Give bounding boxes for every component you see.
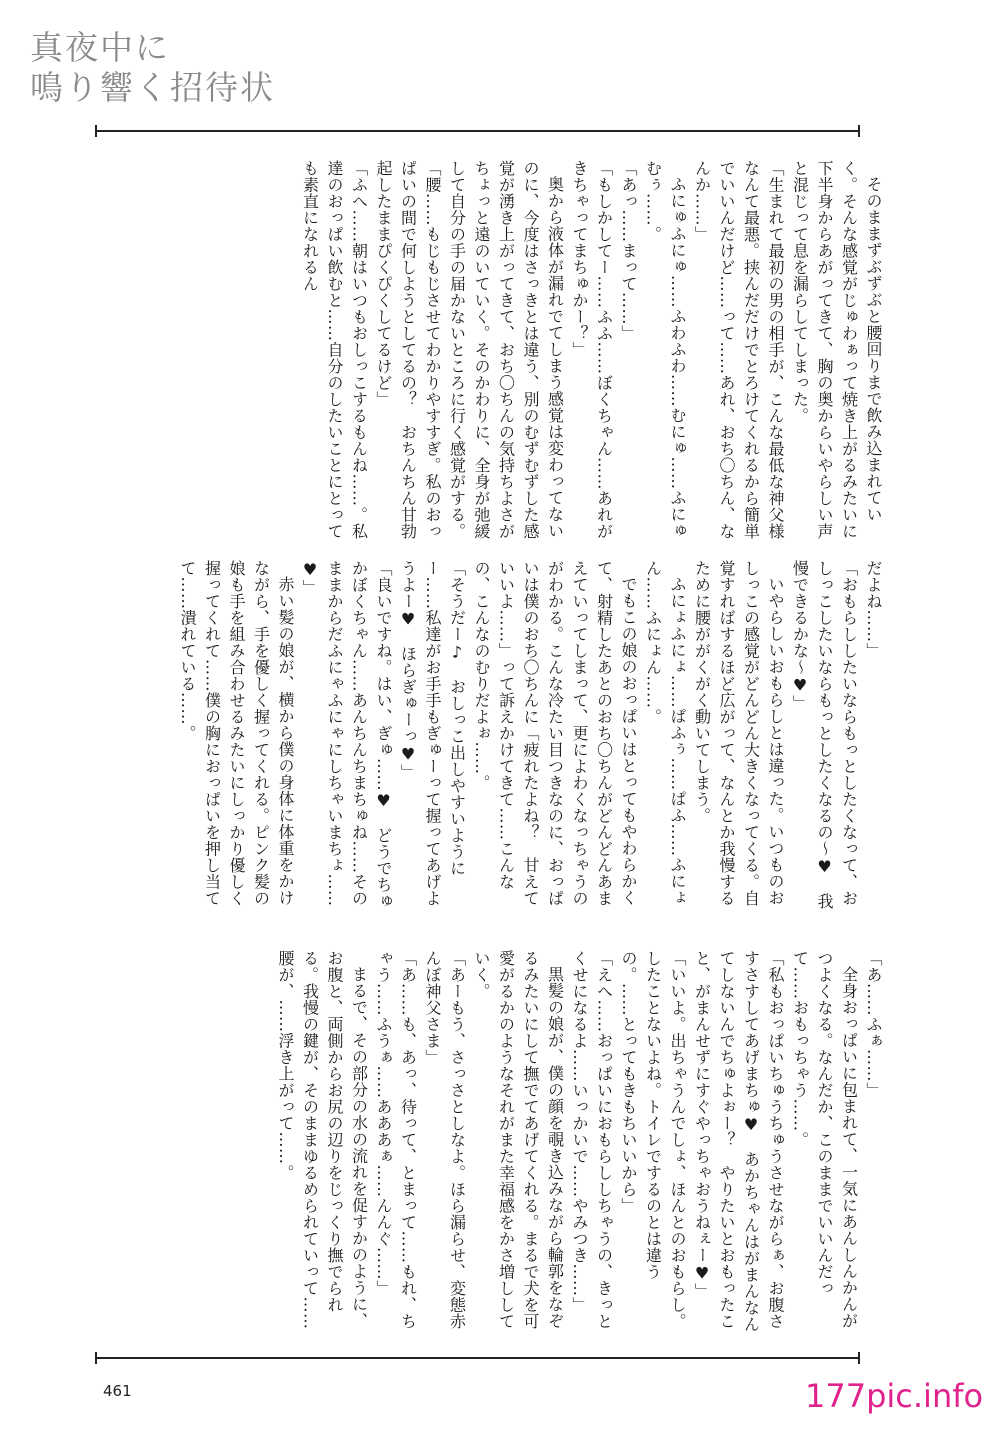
paragraph: 「あーもう、さっさとしなよ。ほら漏らせ、変態赤んぼ神父さま」 bbox=[423, 950, 467, 1330]
paragraph: 「あ……ふぁ……」 bbox=[864, 950, 883, 1099]
paragraph: 奥から液体が漏れでてしまう感覚は変わってないのに、今度はさっきとは違う、別のむずむずした感覚が湧き上がってきて、おち〇ちんの気持ちよさがちょっと遠のいていく。そのかわりに、全身が弛緩して自分の手の届かないところに行く感覚がする。 bbox=[447, 160, 565, 540]
paragraph: 「あっ……まって……」 bbox=[619, 160, 638, 342]
paragraph: 赤い髪の娘が、横から僕の身体に体重をかけながら、手を優しく握ってくれる。ピンク髪の娘も手を組み合わせるみたいにしっかり優しく握ってくれて……僕の胸におっぱいを押し当てて……潰れている……。 bbox=[178, 560, 295, 907]
paragraph: 「えへ……おっぱいにおもらししちゃうの、きっとくせになるよ……いっかいで……やみつき……」 bbox=[570, 950, 614, 1330]
paragraph: 「そうだー♪ おしっこ出しやすいようにー……私達がお手手もぎゅーって握ってあげようよー♥ ほらぎゅーっ♥」 bbox=[398, 560, 467, 907]
paragraph: 「生まれて最初の男の相手が、こんな最低な神父様なんて最悪。挟んだだけでとろけてくれるから簡単でいいんだけど……って……あれ、おち〇ちん、なんか……」 bbox=[692, 160, 785, 540]
book-title bbox=[30, 28, 275, 128]
paragraph: まるで、その部分の水の流れを促すかのように、お腹と、両側からお尻の辺りをじっくり撫でられる。我慢の鍵が、そのままゆるめられていって……腰が、……浮き上がって……。 bbox=[276, 950, 369, 1330]
paragraph: 「良いですね。はい、ぎゅ……♥ どうでちゅかぼくちゃん……あんちんちまちゅね……そのままからだふにゃふにゃにしちゃいまちょ……♥」 bbox=[300, 560, 393, 910]
text-band-3 bbox=[150, 950, 885, 1335]
paragraph: 全身おっぱいに包まれて、一気にあんしんかんがつよくなる。なんだか、このままでいいんだって……おもっちゃう……。 bbox=[790, 950, 859, 1329]
paragraph: ふにょふにょ……ぱふぅ……ぱふ……ふにょん……ふにょん……。 bbox=[643, 560, 687, 906]
paragraph: 「腰……もじもじさせてわかりやすすぎ。私のおっぱいの間で何しようとしてるの？ おちんちん甘勃起したままぴくぴくしてるけど」 bbox=[374, 160, 442, 540]
paragraph: 「私もおっぱいちゅうちゅうさせながらぁ、お腹さすさすしてあげまちゅ♥ あかちゃんはがまんなんてしないんでちゅよぉー？ やりたいとおもったこと、がまんせずにすぐやっちゃおうねぇー♥」 bbox=[692, 950, 785, 1333]
bottom-rule bbox=[95, 1357, 860, 1359]
paragraph: 黒髪の娘が、僕の顔を覗き込みながら輪郭をなぞるみたいにして撫でてあげてくれる。まるで犬を可愛がるかのようなそれがまた幸福感をかさ増ししていく。 bbox=[472, 950, 565, 1330]
page-number: 461 bbox=[103, 1382, 132, 1400]
text-band-2 bbox=[150, 560, 885, 920]
paragraph: 「いいよ。出ちゃうんでしょ、ほんとのおもらし。したことないよね。トイレでするのとは違うの。……とってもきもちいいから」 bbox=[619, 950, 687, 1330]
paragraph: でもこの娘のおっぱいはとってもやわらかくて、射精したあとのおち〇ちんがどんどんあまえていってしまって、更によわくなっちゃうのがわかる。こんな冷たい目つきなのに、おっぱいは僕のおち〇ちんに「疲れたよね？ 甘えていいよ……」って訴えかけてきて……こんなの、こんなのむりだよぉ……。 bbox=[472, 560, 638, 907]
paragraph: だよね……」 bbox=[864, 560, 883, 659]
paragraph: いやらしいおもらしとは違った。いつものおしっこの感覚がどんどん大きくなってくる。自覚すればするほど広がって、なんとか我慢するために腰ががくがく動いてしまう。 bbox=[692, 560, 785, 907]
paragraph: 「おもらししたいならもっとしたくなって、おしっこしたいならもっとしたくなるの～♥ 我慢できるかな～♥」 bbox=[790, 560, 859, 910]
paragraph: 「もしかしてー……ふふ……ぼくちゃん……あれがきちゃってまちゅかー？」 bbox=[570, 160, 614, 540]
top-rule bbox=[95, 130, 860, 132]
paragraph: 「あ……も、あっ、待って、とまって……もれ、ちゃう……ふうぁ……あああぁ……んんぐ……」 bbox=[374, 950, 418, 1330]
paragraph: ふにゅふにゅ……ふわふわ……むにゅ……ふにゅむぅ……。 bbox=[643, 160, 687, 539]
paragraph: 「ふへ……朝はいつもおしっこするもんね……。私達のおっぱい飲むと……自分のしたいことにとっても素直になれるん bbox=[300, 160, 369, 540]
watermark: 177pic.info bbox=[805, 1377, 984, 1415]
text-band-1 bbox=[150, 160, 885, 540]
paragraph: そのままずぶずぶと腰回りまで飲み込まれていく。そんな感覚がじゅわぁって焼き上がるみたいに下半身からあがってきて、胸の奥からいやらしい声と混じって息を漏らしてしまった。 bbox=[790, 160, 883, 540]
book-title-line-1: 真夜中に bbox=[30, 28, 170, 67]
book-title-line-2: 鳴り響く招待状 bbox=[30, 68, 275, 107]
